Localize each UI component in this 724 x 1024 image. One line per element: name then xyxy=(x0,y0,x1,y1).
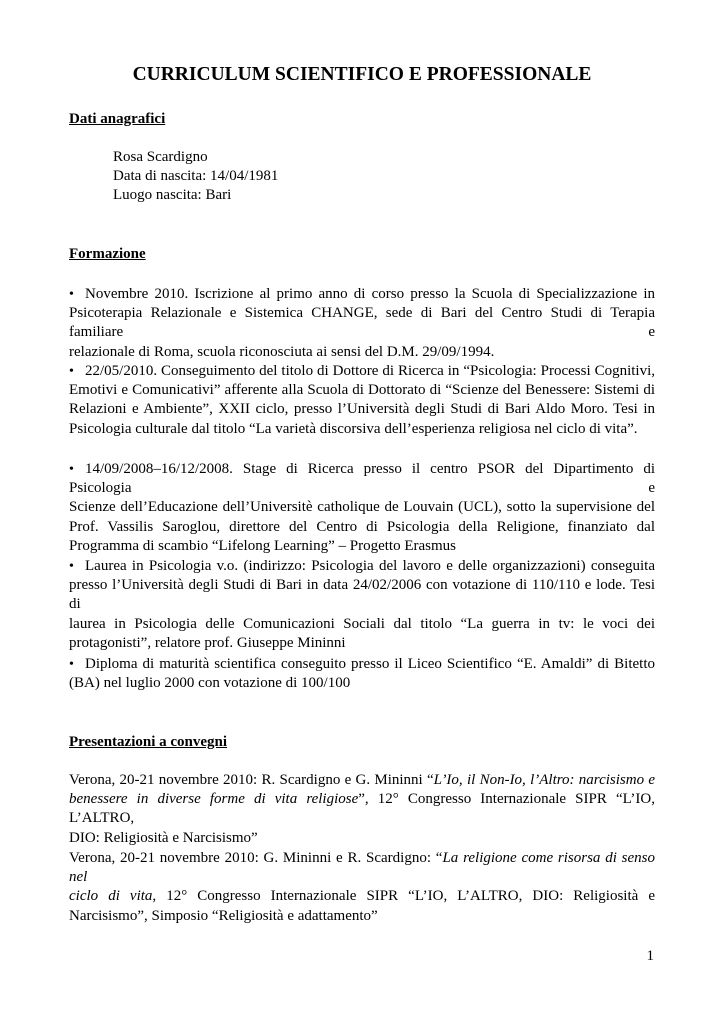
formazione-item-5 xyxy=(69,655,655,693)
formazione-item-line: Programma di scambio “Lifelong Learning” – Progetto Erasmus xyxy=(69,537,456,554)
presentazione-entry-2 xyxy=(69,849,655,926)
presentazione-line: benessere in diverse forme di vita religiose”, 12° Congresso Internazionale SIPR “L’IO, L’ALTRO, xyxy=(69,791,655,827)
presentazione-line: Narcisismo”, Simposio “Religiosità e adattamento” xyxy=(69,907,378,924)
formazione-item-line: • 22/05/2010. Conseguimento del titolo di Dottore di Ricerca in “Psicologia: Processi Cognitivi, xyxy=(69,362,655,381)
formazione-item-line: • Laurea in Psicologia v.o. (indirizzo: Psicologia del lavoro e delle organizzazioni) conseguita xyxy=(69,557,655,576)
formazione-item-line: • 14/09/2008–16/12/2008. Stage di Ricerca presso il centro PSOR del Dipartimento di Psicologia e xyxy=(69,461,655,497)
personal-name: Rosa Scardigno xyxy=(113,149,208,165)
formazione-item-2 xyxy=(69,362,655,439)
formazione-item-line: Scienze dell’Educazione dell’Universitè catholique de Louvain (UCL), sotto la supervisione del xyxy=(69,499,655,516)
formazione-item-1 xyxy=(69,285,655,362)
formazione-item-line: protagonisti”, relatore prof. Giuseppe Mininni xyxy=(69,634,346,651)
personal-birth-date: Data di nascita: 14/04/1981 xyxy=(113,168,279,184)
personal-birth-place: Luogo nascita: Bari xyxy=(113,187,232,203)
formazione-item-line: presso l’Università degli Studi di Bari in data 24/02/2006 con votazione di 110/110 e lode. Tesi di xyxy=(69,577,655,613)
section-heading-presentazioni: Presentazioni a convegni xyxy=(69,734,228,750)
formazione-item-line: Relazioni e Ambiente”, XXII ciclo, presso l’Università degli Studi di Bari Aldo Moro. Tesi in xyxy=(69,401,655,418)
bullet-icon: • xyxy=(69,559,74,574)
formazione-item-line: Emotivi e Comunicativi” afferente alla Scuola di Dottorato di “Scienze del Benessere: Sistemi di xyxy=(69,382,655,399)
formazione-item-line: Psicologia culturale dal titolo “La varietà discorsiva dell’esperienza religiosa nel ciclo di vita”. xyxy=(69,420,638,437)
formazione-item-line: • Diploma di maturità scientifica conseguito presso il Liceo Scientifico “E. Amaldi” di Bitetto xyxy=(69,655,655,674)
presentazione-line: ciclo di vita, 12° Congresso Internazionale SIPR “L’IO, L’ALTRO, DIO: Religiosità e xyxy=(69,888,655,905)
bullet-icon: • xyxy=(69,462,74,477)
section-heading-formazione: Formazione xyxy=(69,246,146,262)
formazione-item-3 xyxy=(69,460,655,556)
page-number: 1 xyxy=(646,948,654,964)
bullet-icon: • xyxy=(69,657,74,672)
formazione-item-4 xyxy=(69,557,655,653)
presentazione-line: Verona, 20-21 novembre 2010: G. Mininni e R. Scardigno: “La religione come risorsa di senso nel xyxy=(69,850,655,886)
presentazione-entry-1 xyxy=(69,771,655,848)
bullet-icon: • xyxy=(69,287,74,302)
formazione-item-line: • Novembre 2010. Iscrizione al primo anno di corso presso la Scuola di Specializzazione in xyxy=(69,285,655,304)
formazione-item-line: relazionale di Roma, scuola riconosciuta ai sensi del D.M. 29/09/1994. xyxy=(69,343,495,360)
presentazione-line: DIO: Religiosità e Narcisismo” xyxy=(69,829,258,846)
section-heading-dati-anagrafici: Dati anagrafici xyxy=(69,111,166,127)
formazione-item-line: (BA) nel luglio 2000 con votazione di 100/100 xyxy=(69,675,351,692)
bullet-icon: • xyxy=(69,364,74,379)
presentazione-line: Verona, 20-21 novembre 2010: R. Scardigno e G. Mininni “L’Io, il Non-Io, l’Altro: narcisismo e xyxy=(69,772,656,788)
formazione-item-line: Psicoterapia Relazionale e Sistemica CHANGE, sede di Bari del Centro Studi di Terapia familiare e xyxy=(69,305,655,341)
document-title: CURRICULUM SCIENTIFICO E PROFESSIONALE xyxy=(132,64,592,85)
formazione-item-line: laurea in Psicologia delle Comunicazioni Sociali dal titolo “La guerra in tv: le voci dei xyxy=(69,615,655,632)
formazione-item-line: Prof. Vassilis Saroglou, direttore del Centro di Psicologia della Religione, finanziato dal xyxy=(69,518,655,535)
